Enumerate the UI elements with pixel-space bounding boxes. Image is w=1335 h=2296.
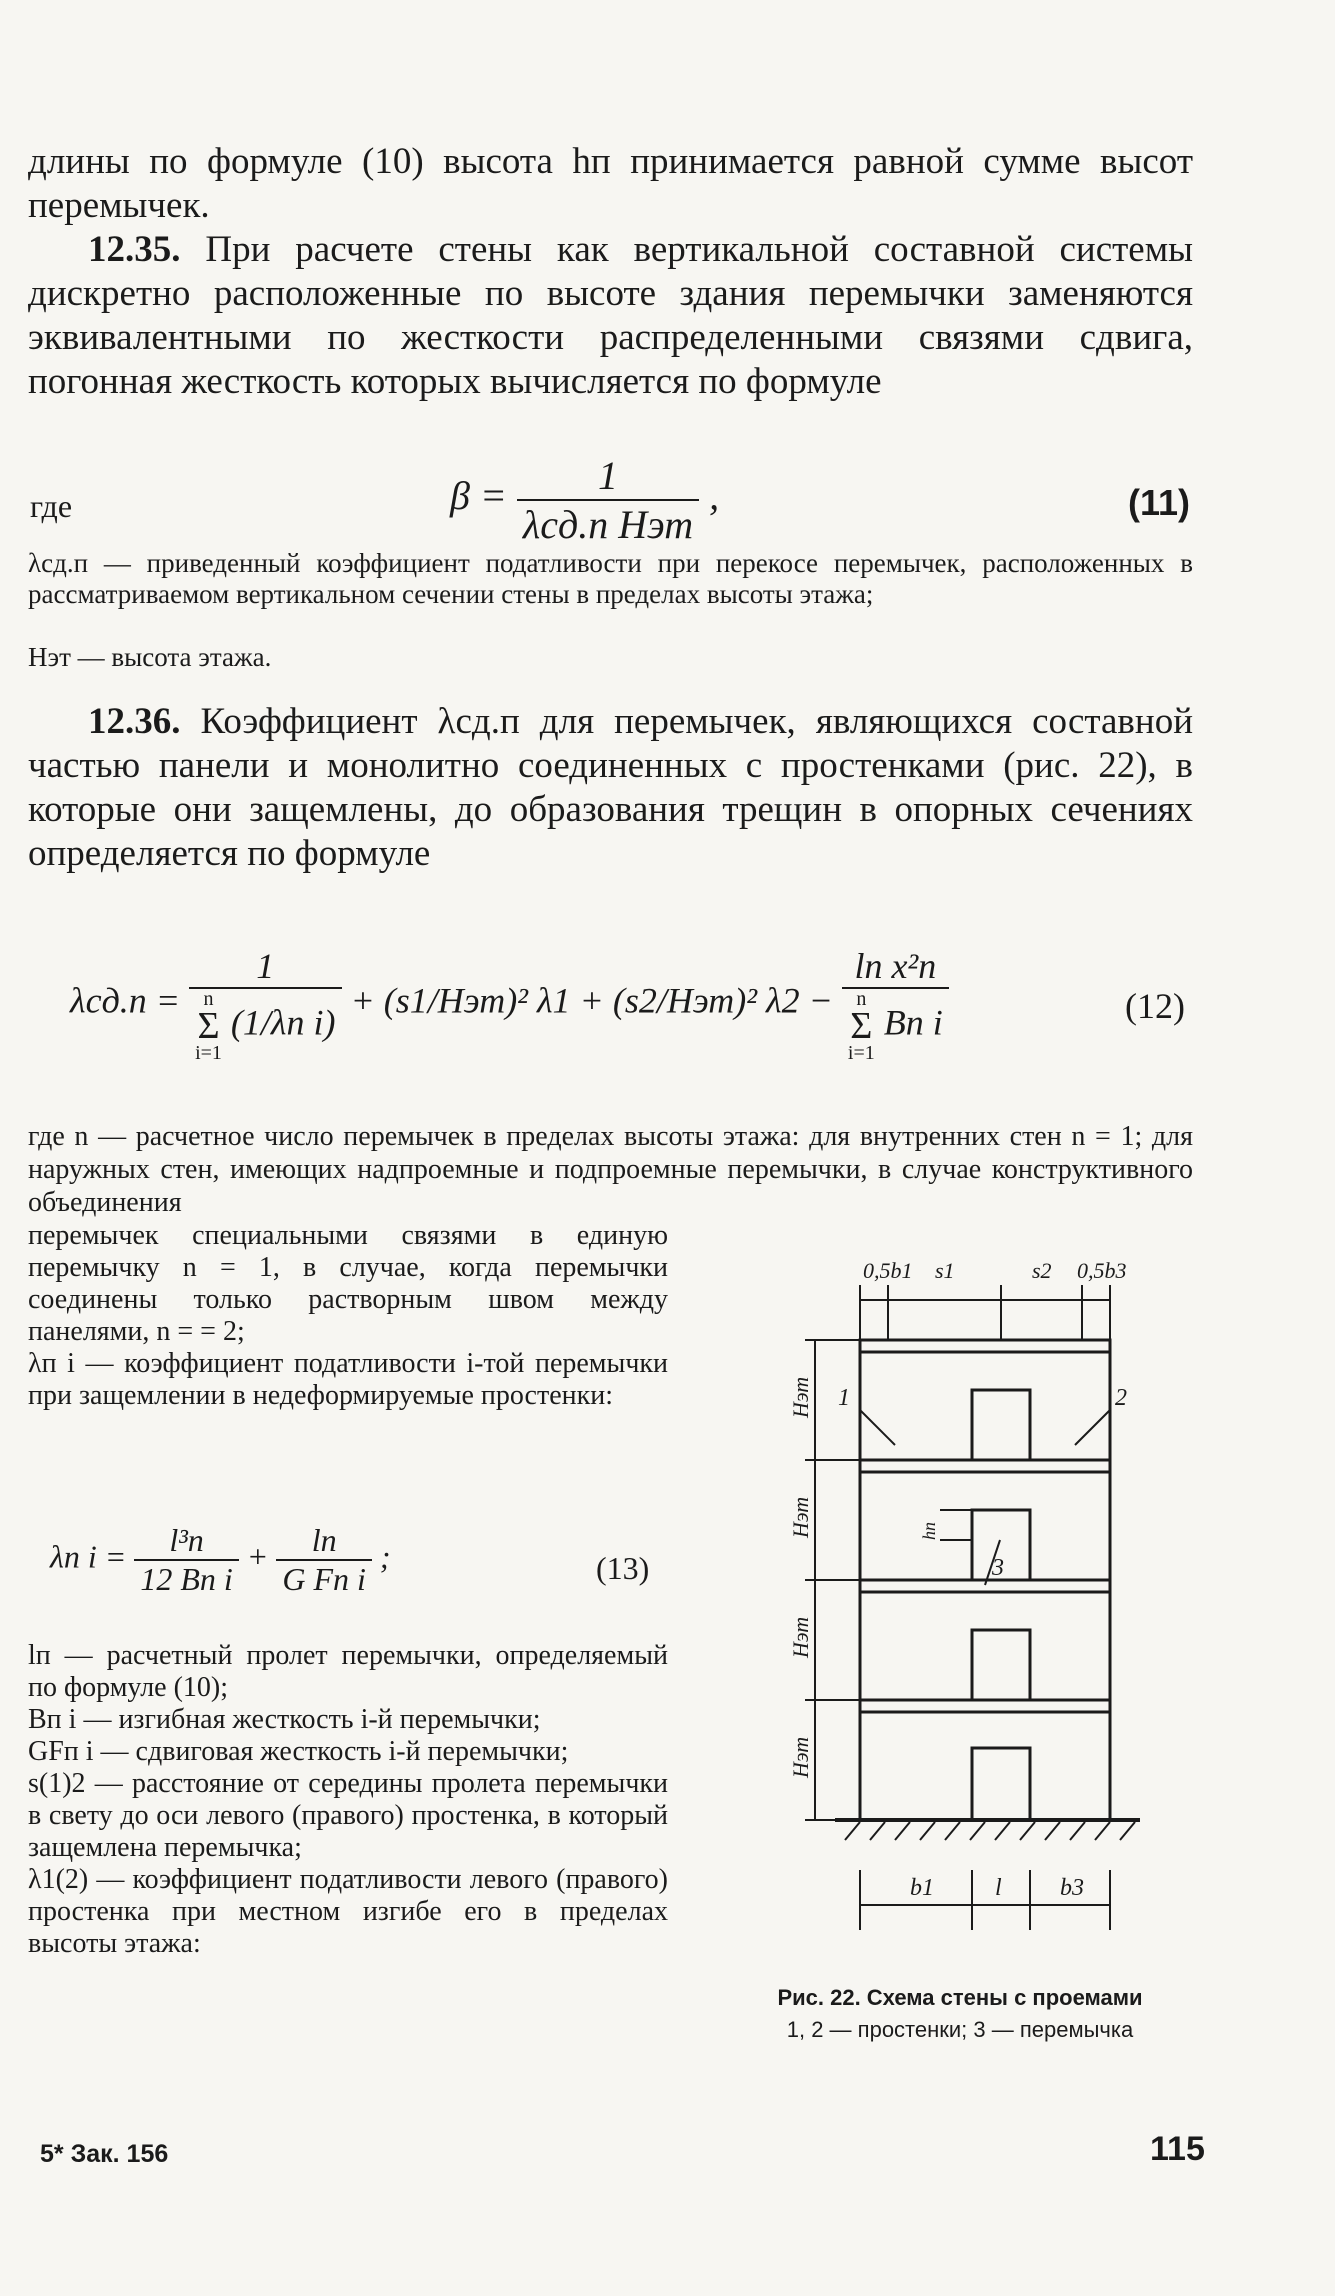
formula-12-term3-num: lп x²п <box>842 945 949 989</box>
formula-13-a-den: 12 Bп i <box>140 1561 233 1597</box>
equation-number-12: (12) <box>1125 986 1185 1026</box>
definition-het: Hэт — высота этажа. <box>28 642 272 672</box>
where-n-continued: перемычек специальными связями в единую перемычку n = 1, в случае, когда перемычки соединены только растворным швом между панелями, n = = 2; <box>28 1220 668 1347</box>
formula-11-num: 1 <box>517 452 699 501</box>
formula-12-term1-den <box>189 989 341 1063</box>
paragraph-12-35-text: При расчете стены как вертикальной составной системы дискретно расположенные по высоте здания перемычки заменяются эквивалентными по жесткости распределенными связями сдвига, погонная жесткость которых вычисляется по формуле <box>28 229 1194 402</box>
formula-13-b-den: G Fп i <box>282 1561 366 1597</box>
formula-12-term3-den <box>842 989 949 1063</box>
dim-label-s1: s1 <box>935 1258 955 1283</box>
formula-12-sum-1-sign: Σ <box>197 1005 220 1047</box>
definition-s12: s(1)2 — расстояние от середины пролета перемычки в свету до оси левого (правого) простенка, в который защемлена перемычка; <box>28 1768 668 1863</box>
formula-12-term2: + (s1/Hэт)² λ1 + (s2/Hэт)² λ2 − <box>350 980 833 1021</box>
left-column-definitions <box>28 1640 668 1960</box>
opening-4 <box>972 1748 1030 1820</box>
section-number-12-35: 12.35. <box>88 229 181 270</box>
formula-13-fraction-a <box>134 1522 238 1598</box>
paragraph-12-35 <box>28 228 1193 404</box>
formula-12-sum-1-top: n <box>203 988 214 1010</box>
formula-13-lhs: λп i = <box>50 1538 127 1575</box>
formula-13 <box>50 1522 391 1598</box>
footer-signature: 5* Зак. 156 <box>40 2140 169 2168</box>
formula-12-term1-num: 1 <box>189 945 341 989</box>
formula-12-sum-2-sign: Σ <box>850 1005 873 1047</box>
formula-12-lhs: λсд.п = <box>70 980 181 1021</box>
definition-lp: lп — расчетный пролет перемычки, определяемый по формуле (10); <box>28 1640 668 1703</box>
label-3: 3 <box>992 1555 1004 1581</box>
formula-12-term3 <box>842 945 949 1063</box>
formula-12-sum-1 <box>195 989 222 1063</box>
dim-label-het-2: Hэт <box>788 1496 813 1538</box>
formula-12-sum-2-arg: Bп i <box>883 1002 943 1043</box>
label-hn: hп <box>919 1522 939 1540</box>
formula-12-sum-1-bottom: i=1 <box>195 1042 222 1064</box>
dim-label-l: l <box>995 1875 1002 1901</box>
formula-11-den: λсд.п Hэт <box>522 502 694 547</box>
paragraph-12-36 <box>28 700 1193 876</box>
definition-gfpi: GFп i — сдвиговая жесткость i-й перемычки; <box>28 1736 569 1767</box>
formula-12-term1 <box>189 945 341 1063</box>
paragraph-intro: длины по формуле (10) высота hп принимается равной сумме высот перемычек. <box>28 141 1193 226</box>
definition-bpi: Bп i — изгибная жесткость i-й перемычки; <box>28 1704 541 1735</box>
formula-12-sum-1-arg: (1/λп i) <box>230 1002 336 1043</box>
formula-11-fraction <box>517 452 699 548</box>
dim-label-b3: b3 <box>1060 1875 1084 1901</box>
equation-number-13: (13) <box>596 1550 650 1586</box>
formula-13-fraction-b <box>276 1522 372 1598</box>
label-1: 1 <box>838 1385 850 1411</box>
definition-lambda-sdp: λсд.п — приведенный коэффициент податливости при перекосе перемычек, расположенных в рассматриваемом вертикальном сечении стены в пределах высоты этажа; <box>28 548 1193 609</box>
dim-label-s2: s2 <box>1032 1258 1052 1283</box>
opening-1 <box>972 1390 1030 1460</box>
formula-12-sum-2-bottom: i=1 <box>847 1042 875 1064</box>
dim-label-het-4: Hэт <box>788 1736 813 1778</box>
formula-13-plus: + <box>246 1538 269 1575</box>
definition-lambda12: λ1(2) — коэффициент податливости левого (правого) простенка при местном изгибе его в пределах высоты этажа: <box>28 1864 668 1959</box>
dim-label-b1: b1 <box>910 1875 934 1901</box>
formula-11-lhs: β = <box>450 473 507 519</box>
where-n-definition: где n — расчетное число перемычек в пределах высоты этажа: для внутренних стен n = 1; для наружных стен, имеющих надпроемные и подпроемные перемычки, в случае конструктивного объединения <box>28 1121 1193 1218</box>
figure-caption <box>720 1985 1200 2043</box>
formula-13-a-num: l³п <box>134 1522 238 1561</box>
dim-label-05b3: 0,5b3 <box>1077 1258 1127 1283</box>
formula-12-sum-2 <box>848 989 875 1063</box>
where-label-1: где <box>30 488 73 524</box>
definition-lambda-pi: λп i — коэффициент податливости i-той перемычки при защемлении в недеформируемые простенки: <box>28 1348 668 1411</box>
figure-caption-text: 1, 2 — простенки; 3 — перемычка <box>786 2017 1134 2042</box>
formula-13-b-num: lп <box>276 1522 372 1561</box>
formula-13-tail: ; <box>379 1538 391 1575</box>
figure-22-wall-diagram <box>720 1240 1200 1960</box>
left-column <box>28 1220 668 1412</box>
label-2: 2 <box>1115 1385 1127 1411</box>
dim-label-het-3: Hэт <box>788 1616 813 1658</box>
equation-number-11: (11) <box>1128 482 1191 523</box>
figure-caption-title: Рис. 22. Схема стены с проемами <box>777 1985 1143 2010</box>
opening-3 <box>972 1630 1030 1700</box>
section-number-12-36: 12.36. <box>88 701 181 742</box>
dim-label-het-1: Hэт <box>788 1376 813 1418</box>
paragraph-12-36-text: Коэффициент λсд.п для перемычек, являющихся составной частью панели и монолитно соединенных с простенками (рис. 22), в которые они защемлены, до образования трещин в опорных сечениях определяется по формуле <box>28 701 1194 874</box>
formula-12 <box>70 945 949 1063</box>
formula-11-tail: , <box>709 473 720 519</box>
page-number: 115 <box>1150 2130 1205 2168</box>
dim-label-05b1: 0,5b1 <box>863 1258 913 1283</box>
formula-11 <box>450 452 719 548</box>
formula-12-sum-2-top: n <box>856 988 867 1010</box>
